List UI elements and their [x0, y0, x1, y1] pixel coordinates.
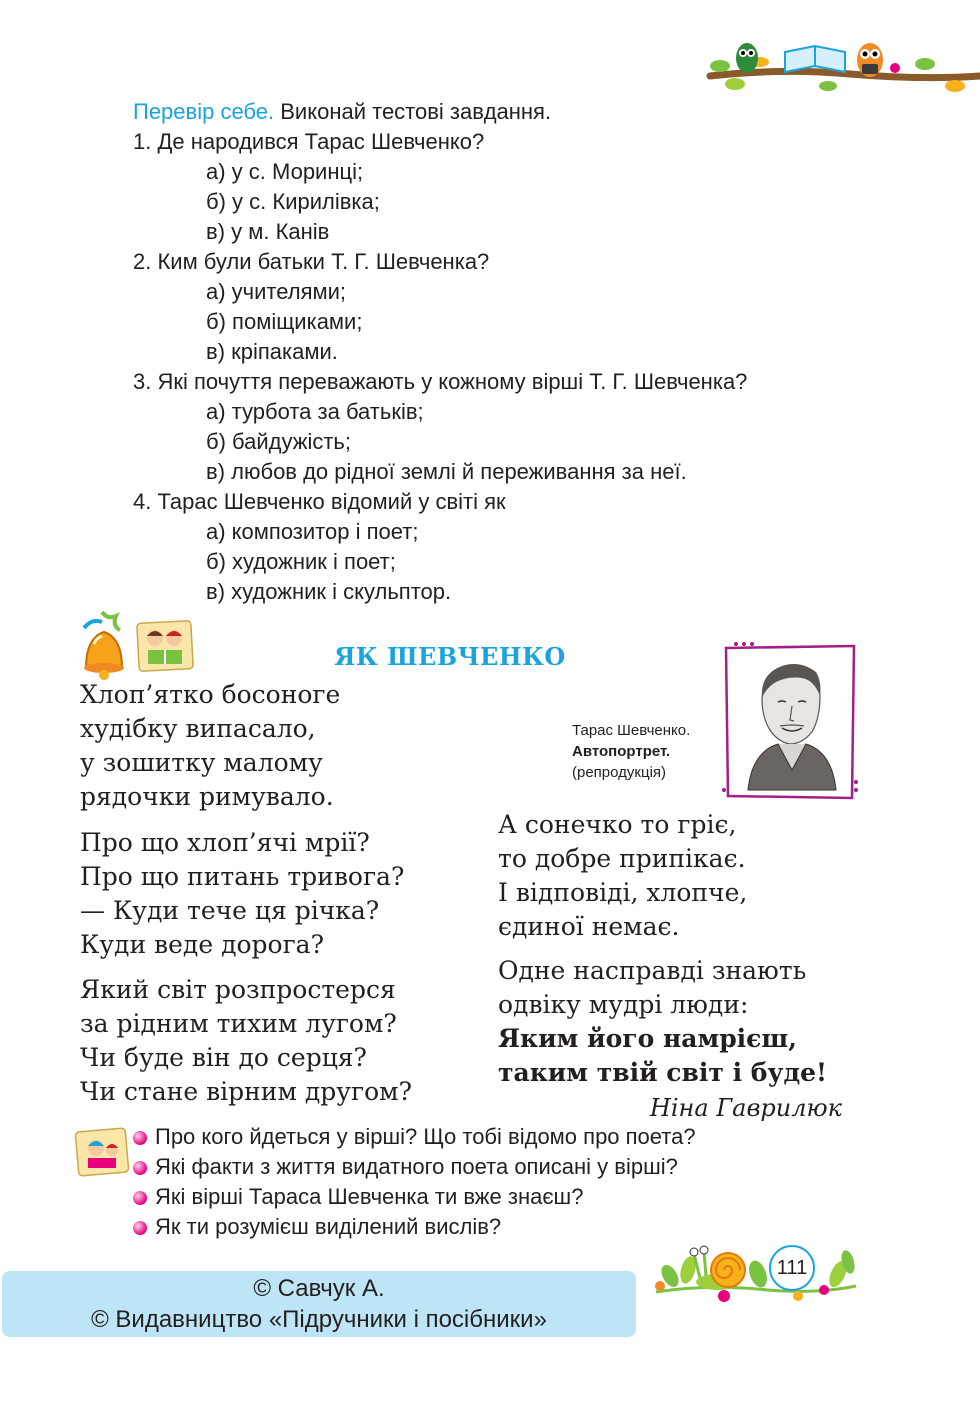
bullet-icon	[133, 1131, 147, 1145]
question-4-option-b: б) художник і поет;	[206, 549, 396, 574]
question-children-icon	[74, 1124, 130, 1178]
stanza-1-line: рядочки римувало.	[80, 782, 334, 811]
portrait-caption-name: Тарас Шевченко.	[572, 722, 691, 739]
stanza-5-line: Одне насправді знають	[498, 956, 807, 985]
copyright-box	[2, 1271, 636, 1337]
bullet-icon	[133, 1161, 147, 1175]
portrait-caption	[572, 720, 690, 783]
stanza-4	[498, 808, 747, 944]
stanza-2-line: — Куди тече ця річка?	[80, 896, 380, 925]
stanza-1	[80, 678, 340, 814]
question-item: Які факти з життя видатного поета описані у вірші?	[133, 1152, 696, 1182]
stanza-3-line: Який світ розпростерся	[80, 975, 396, 1004]
stanza-1-line: худібку випасало,	[80, 714, 316, 743]
stanza-1-line: у зошитку малому	[80, 748, 323, 777]
question-item: Про кого йдеться у вірші? Що тобі відомо про поета?	[133, 1122, 696, 1152]
question-2-option-a: а) учителями;	[206, 279, 347, 304]
stanza-2-line: Про що питань тривога?	[80, 862, 405, 891]
stanza-2-line: Куди веде дорога?	[80, 930, 324, 959]
question-2: 2. Ким були батьки Т. Г. Шевченка?	[133, 249, 490, 274]
poem-title: ЯК ШЕВЧЕНКО	[334, 642, 566, 671]
stanza-3	[80, 973, 412, 1109]
question-4-option-c: в) художник і скульптор.	[206, 579, 452, 604]
highlighted-saying-line: Яким його намрієш,	[498, 1024, 797, 1053]
stanza-3-line: за рідним тихим лугом?	[80, 1009, 397, 1038]
bullet-icon	[133, 1221, 147, 1235]
check-instruction: Виконай тестові завдання.	[274, 99, 552, 124]
question-2-option-c: в) кріпаками.	[206, 339, 338, 364]
question-3-option-a: а) турбота за батьків;	[206, 399, 424, 424]
stanza-1-line: Хлоп’ятко босоноге	[80, 680, 341, 709]
question-2-option-b: б) поміщиками;	[206, 309, 363, 334]
question-1-option-c: в) у м. Канів	[206, 219, 330, 244]
copyright-author: © Савчук А.	[253, 1275, 385, 1302]
portrait-caption-note: (репродукція)	[572, 764, 667, 781]
stanza-5-line: одвіку мудрі люди:	[498, 990, 749, 1019]
question-3: 3. Які почуття переважають у кожному вірші Т. Г. Шевченка?	[133, 369, 748, 394]
question-item: Які вірші Тараса Шевченка ти вже знаєш?	[133, 1182, 696, 1212]
question-3-option-c: в) любов до рідної землі й переживання за неї.	[206, 459, 687, 484]
question-4: 4. Тарас Шевченко відомий у світі як	[133, 489, 506, 514]
stanza-3-line: Чи буде він до серця?	[80, 1043, 367, 1072]
highlighted-saying-line: таким твій світ і буде!	[498, 1058, 828, 1087]
copyright-publisher: © Видавництво «Підручники і посібники»	[91, 1306, 547, 1333]
check-label: Перевір себе.	[133, 99, 275, 124]
question-item: Як ти розумієш виділений вислів?	[133, 1212, 696, 1242]
question-1: 1. Де народився Тарас Шевченко?	[133, 129, 485, 154]
stanza-4-line: то добре припікає.	[498, 844, 746, 873]
page-number: 111	[776, 1257, 808, 1279]
stanza-4-line: І відповіді, хлопче,	[498, 878, 748, 907]
snail-with-flowers-icon	[648, 1234, 860, 1310]
question-4-option-a: а) композитор і поет;	[206, 519, 419, 544]
stanza-5	[498, 954, 827, 1090]
question-1-option-b: б) у с. Кирилівка;	[206, 189, 380, 214]
question-3-option-b: б) байдужість;	[206, 429, 351, 454]
stanza-2	[80, 826, 404, 962]
poem-author: Ніна Гаврилюк	[649, 1094, 842, 1122]
stanza-4-line: А сонечко то гріє,	[498, 810, 737, 839]
self-portrait-image	[718, 640, 860, 802]
question-1-option-a: а) у с. Моринці;	[206, 159, 364, 184]
discussion-questions	[133, 1122, 696, 1242]
bullet-icon	[133, 1191, 147, 1205]
stanza-3-line: Чи стане вірним другом?	[80, 1077, 412, 1106]
branch-with-owls-and-book-icon	[700, 38, 980, 108]
stanza-4-line: єдиної немає.	[498, 912, 680, 941]
stanza-2-line: Про що хлоп’ячі мрії?	[80, 828, 370, 857]
portrait-caption-title: Автопортрет.	[572, 743, 671, 760]
check-yourself	[133, 97, 551, 127]
